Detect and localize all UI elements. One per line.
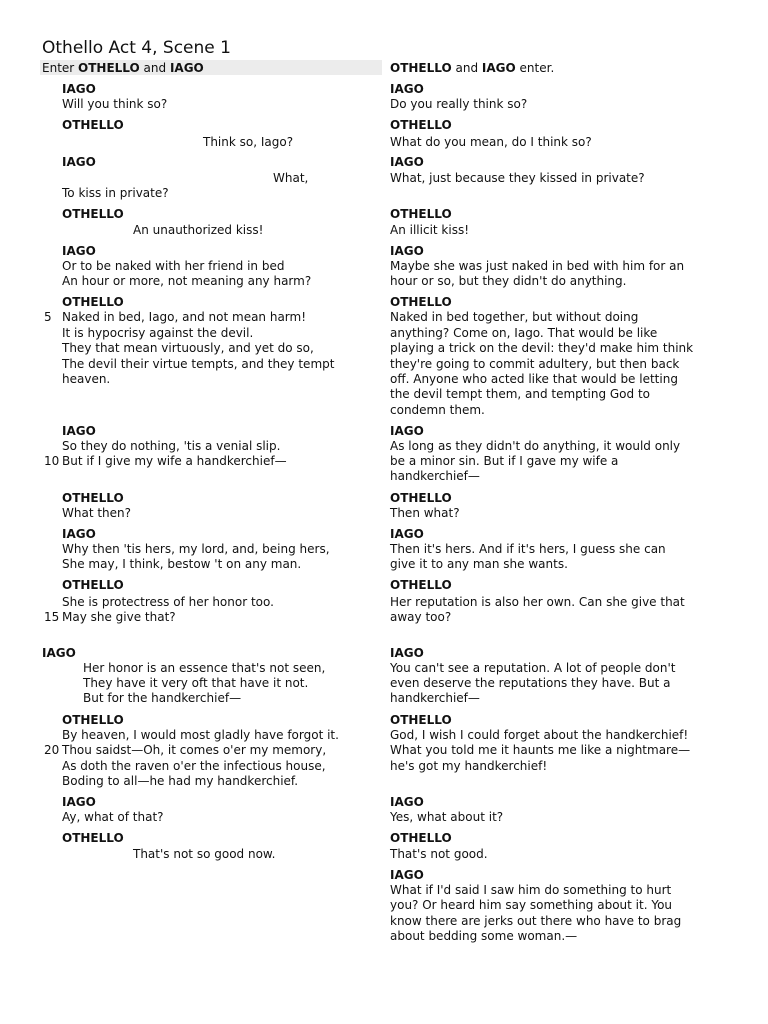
speaker-othello: OTHELLO xyxy=(62,207,124,221)
modern-line: know there are jerks out there who have to brag xyxy=(390,914,682,928)
speaker-othello: OTHELLO xyxy=(390,118,452,132)
modern-line: As long as they didn't do anything, it would only xyxy=(390,439,681,453)
speaker-othello: OTHELLO xyxy=(390,295,452,309)
line-number: 5 xyxy=(44,310,52,324)
modern-line: the devil tempt them, and tempting God to xyxy=(390,387,650,401)
modern-line: What do you mean, do I think so? xyxy=(390,135,592,149)
original-line: May she give that? xyxy=(62,610,176,624)
modern-line: off. Anyone who acted like that would be letting xyxy=(390,372,678,386)
modern-line: anything? Come on, Iago. That would be like xyxy=(390,326,658,340)
speaker-othello: OTHELLO xyxy=(62,713,124,727)
original-line: That's not so good now. xyxy=(133,847,276,861)
speaker-iago: IAGO xyxy=(390,155,424,169)
speaker-iago: IAGO xyxy=(390,527,424,541)
original-line: They that mean virtuously, and yet do so, xyxy=(62,341,314,355)
speaker-othello: OTHELLO xyxy=(390,831,452,845)
original-line: Naked in bed, Iago, and not mean harm! xyxy=(62,310,307,324)
original-line: So they do nothing, 'tis a venial slip. xyxy=(62,439,281,453)
speaker-iago: IAGO xyxy=(390,424,424,438)
modern-line: away too? xyxy=(390,610,452,624)
line-number: 15 xyxy=(44,610,60,624)
original-line: But if I give my wife a handkerchief— xyxy=(62,454,287,468)
modern-line: you? Or heard him say something about it. You xyxy=(390,898,673,912)
original-line: They have it very oft that have it not. xyxy=(83,676,309,690)
speaker-othello: OTHELLO xyxy=(62,118,124,132)
original-line: Why then 'tis hers, my lord, and, being hers, xyxy=(62,542,330,556)
speaker-othello: OTHELLO xyxy=(62,295,124,309)
page-title: Othello Act 4, Scene 1 xyxy=(42,38,231,58)
original-line: What, xyxy=(273,171,309,185)
modern-line: An illicit kiss! xyxy=(390,223,470,237)
original-line: But for the handkerchief— xyxy=(83,691,242,705)
modern-line: give it to any man she wants. xyxy=(390,557,568,571)
speaker-othello: OTHELLO xyxy=(390,207,452,221)
speaker-iago: IAGO xyxy=(62,155,96,169)
speaker-othello: OTHELLO xyxy=(390,713,452,727)
line-number: 10 xyxy=(44,454,60,468)
modern-line: playing a trick on the devil: they'd make him think xyxy=(390,341,694,355)
modern-line: they're going to commit adultery, but then back xyxy=(390,357,680,371)
speaker-iago: IAGO xyxy=(62,82,96,96)
original-line: Think so, Iago? xyxy=(203,135,294,149)
original-line: Ay, what of that? xyxy=(62,810,164,824)
original-line: An unauthorized kiss! xyxy=(133,223,264,237)
modern-line: hour or so, but they didn't do anything. xyxy=(390,274,627,288)
modern-line: be a minor sin. But if I gave my wife a xyxy=(390,454,619,468)
modern-line: Her reputation is also her own. Can she give that xyxy=(390,595,685,609)
speaker-othello: OTHELLO xyxy=(390,578,452,592)
original-line: As doth the raven o'er the infectious house, xyxy=(62,759,326,773)
original-line: heaven. xyxy=(62,372,111,386)
modern-line: Yes, what about it? xyxy=(390,810,504,824)
modern-line: condemn them. xyxy=(390,403,485,417)
original-line: Or to be naked with her friend in bed xyxy=(62,259,285,273)
speaker-iago: IAGO xyxy=(62,527,96,541)
original-line: What then? xyxy=(62,506,132,520)
modern-line: Do you really think so? xyxy=(390,97,528,111)
original-line: She may, I think, bestow 't on any man. xyxy=(62,557,302,571)
modern-line: even deserve the reputations they have. But a xyxy=(390,676,671,690)
modern-line: Then it's hers. And if it's hers, I guess she can xyxy=(390,542,666,556)
modern-line: handkerchief— xyxy=(390,469,480,483)
modern-line: Then what? xyxy=(390,506,460,520)
modern-line: handkerchief— xyxy=(390,691,480,705)
speaker-othello: OTHELLO xyxy=(62,491,124,505)
speaker-iago: IAGO xyxy=(390,868,424,882)
modern-line: That's not good. xyxy=(390,847,488,861)
modern-line: What, just because they kissed in private? xyxy=(390,171,645,185)
original-line: By heaven, I would most gladly have forgot it. xyxy=(62,728,339,742)
speaker-iago: IAGO xyxy=(390,795,424,809)
modern-line: Maybe she was just naked in bed with him for an xyxy=(390,259,685,273)
original-line: The devil their virtue tempts, and they tempt xyxy=(62,357,335,371)
speaker-iago: IAGO xyxy=(390,82,424,96)
original-line: An hour or more, not meaning any harm? xyxy=(62,274,312,288)
speaker-othello: OTHELLO xyxy=(62,831,124,845)
original-line: Boding to all—he had my handkerchief. xyxy=(62,774,299,788)
modern-line: he's got my handkerchief! xyxy=(390,759,548,773)
speaker-iago: IAGO xyxy=(390,244,424,258)
stage-direction-original: Enter OTHELLO and IAGO xyxy=(42,61,204,75)
modern-line: Naked in bed together, but without doing xyxy=(390,310,639,324)
original-line: It is hypocrisy against the devil. xyxy=(62,326,254,340)
stage-direction-modern: OTHELLO and IAGO enter. xyxy=(390,61,555,75)
speaker-iago: IAGO xyxy=(62,244,96,258)
original-line: Thou saidst—Oh, it comes o'er my memory, xyxy=(62,743,327,757)
original-line: She is protectress of her honor too. xyxy=(62,595,274,609)
modern-line: about bedding some woman.— xyxy=(390,929,578,943)
original-line: Will you think so? xyxy=(62,97,168,111)
original-line: To kiss in private? xyxy=(62,186,169,200)
speaker-othello: OTHELLO xyxy=(62,578,124,592)
modern-line: What if I'd said I saw him do something to hurt xyxy=(390,883,672,897)
line-number: 20 xyxy=(44,743,60,757)
speaker-othello: OTHELLO xyxy=(390,491,452,505)
speaker-iago: IAGO xyxy=(42,646,76,660)
modern-line: What you told me it haunts me like a nightmare— xyxy=(390,743,691,757)
modern-line: You can't see a reputation. A lot of people don't xyxy=(390,661,676,675)
speaker-iago: IAGO xyxy=(62,424,96,438)
original-line: Her honor is an essence that's not seen, xyxy=(83,661,326,675)
modern-line: God, I wish I could forget about the handkerchief! xyxy=(390,728,689,742)
speaker-iago: IAGO xyxy=(62,795,96,809)
speaker-iago: IAGO xyxy=(390,646,424,660)
